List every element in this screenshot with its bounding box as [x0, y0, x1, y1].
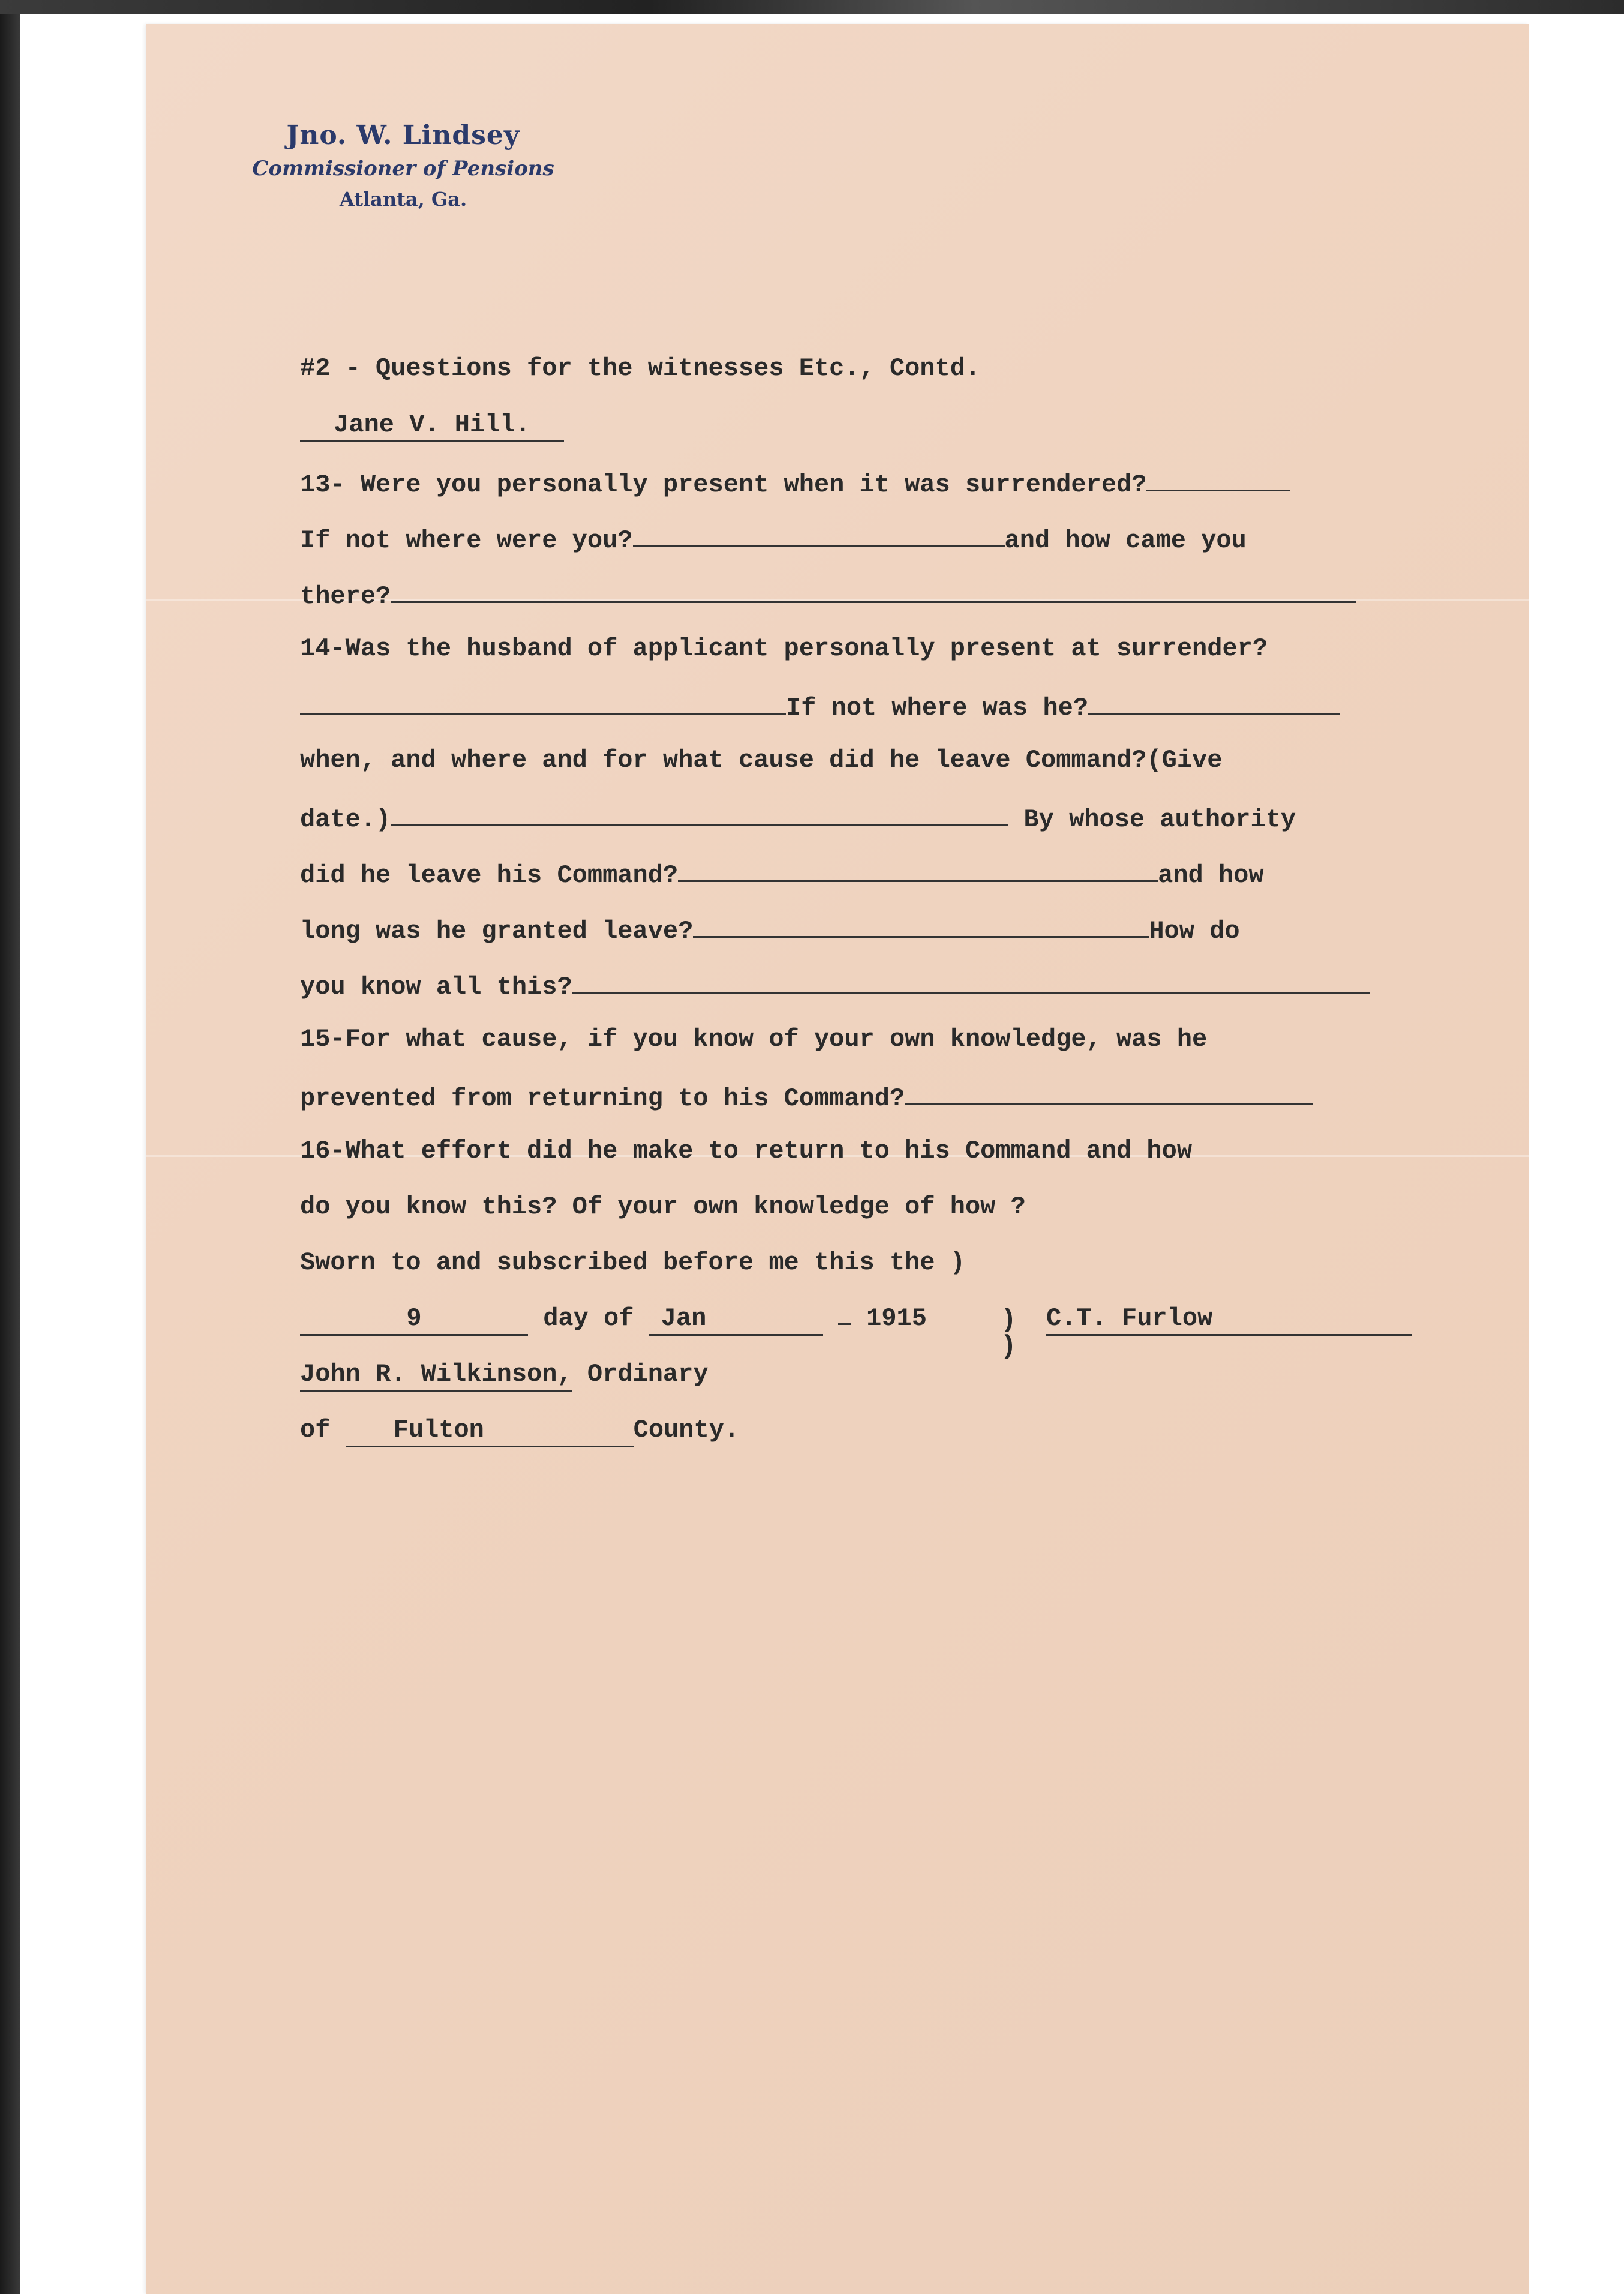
oath-date-line [300, 1303, 927, 1336]
q14-line5 [300, 856, 1264, 891]
q14-text: date.) [300, 805, 391, 834]
q15-line2 [300, 1079, 1313, 1114]
q14-line6 [300, 912, 1240, 947]
q13-text: there? [300, 582, 391, 611]
oath-line1 [300, 1247, 965, 1278]
document-paper [146, 24, 1529, 2294]
q16-text: 16-What effort did he make to return to his Command and how [300, 1136, 1193, 1165]
answer-blank[interactable] [572, 968, 1370, 994]
q13-line1 [300, 466, 1290, 500]
q13-text: If not where were you? [300, 526, 633, 555]
q16-text: do you know this? Of your own knowledge of how ? [300, 1192, 1026, 1221]
answer-blank[interactable] [633, 521, 1005, 547]
oath-day: 9 [300, 1303, 528, 1336]
witness-signature: C.T. Furlow [1046, 1303, 1412, 1336]
q13-text: 13- Were you personally present when it was surrendered? [300, 470, 1147, 499]
q14-line1 [300, 633, 1268, 664]
oath-text: Sworn to and subscribed before me this the ) [300, 1248, 965, 1277]
answer-blank[interactable] [391, 577, 1356, 603]
q15-text: prevented from returning to his Command? [300, 1084, 905, 1113]
answer-blank[interactable] [1146, 466, 1290, 491]
scan-edge-left [0, 0, 20, 2294]
q14-line3 [300, 745, 1222, 776]
county-line [300, 1414, 739, 1447]
official-line [300, 1359, 709, 1392]
letterhead-city: Atlanta, Ga. [339, 188, 467, 211]
witness-name-line [300, 409, 564, 442]
answer-blank[interactable] [391, 800, 1008, 826]
q14-line4 [300, 800, 1296, 835]
letterhead [247, 120, 559, 211]
q14-text: How do [1149, 917, 1240, 946]
oath-month: Jan [649, 1303, 823, 1336]
q14-text: you know all this? [300, 973, 572, 1001]
q13-line3 [300, 577, 1356, 612]
q13-line2 [300, 521, 1247, 556]
oath-year: 1915 [866, 1304, 927, 1333]
heading-text: #2 - Questions for the witnesses Etc., Contd. [300, 354, 981, 383]
q14-text: did he leave his Command? [300, 861, 679, 890]
answer-blank[interactable] [693, 912, 1149, 938]
q14-line7 [300, 968, 1370, 1003]
q14-text: and how [1158, 861, 1264, 890]
form-heading [300, 353, 980, 384]
q13-text: and how came you [1004, 526, 1247, 555]
witness-signature-line [1046, 1303, 1412, 1336]
oath-text: of [300, 1416, 331, 1444]
answer-blank[interactable] [905, 1079, 1313, 1105]
letterhead-name: Jno. W. Lindsey [286, 120, 520, 151]
answer-blank[interactable] [678, 856, 1158, 882]
q14-text: If not where was he? [786, 694, 1089, 722]
official-name: John R. Wilkinson, [300, 1359, 572, 1392]
q14-text: 14-Was the husband of applicant personally present at surrender? [300, 634, 1268, 663]
q14-text: long was he granted leave? [300, 917, 694, 946]
answer-blank[interactable] [1088, 689, 1340, 715]
q14-text: By whose authority [1023, 805, 1296, 834]
q14-text: when, and where and for what cause did he leave Command?(Give [300, 746, 1223, 775]
letterhead-title: Commissioner of Pensions [252, 157, 554, 181]
county-word: County. [633, 1416, 740, 1444]
q16-line2 [300, 1191, 1026, 1222]
county-name: Fulton [346, 1414, 634, 1447]
scan-edge-top [0, 0, 1624, 14]
brace-mark: ) ) [1001, 1305, 1017, 1362]
oath-text: day of [543, 1304, 634, 1333]
q15-line1 [300, 1024, 1207, 1055]
answer-blank[interactable] [300, 689, 786, 715]
official-title: Ordinary [587, 1360, 709, 1389]
witness-name: Jane V. Hill. [300, 409, 564, 442]
q14-line2 [300, 689, 1340, 724]
q16-line1 [300, 1135, 1192, 1167]
q15-text: 15-For what cause, if you know of your own knowledge, was he [300, 1025, 1208, 1054]
